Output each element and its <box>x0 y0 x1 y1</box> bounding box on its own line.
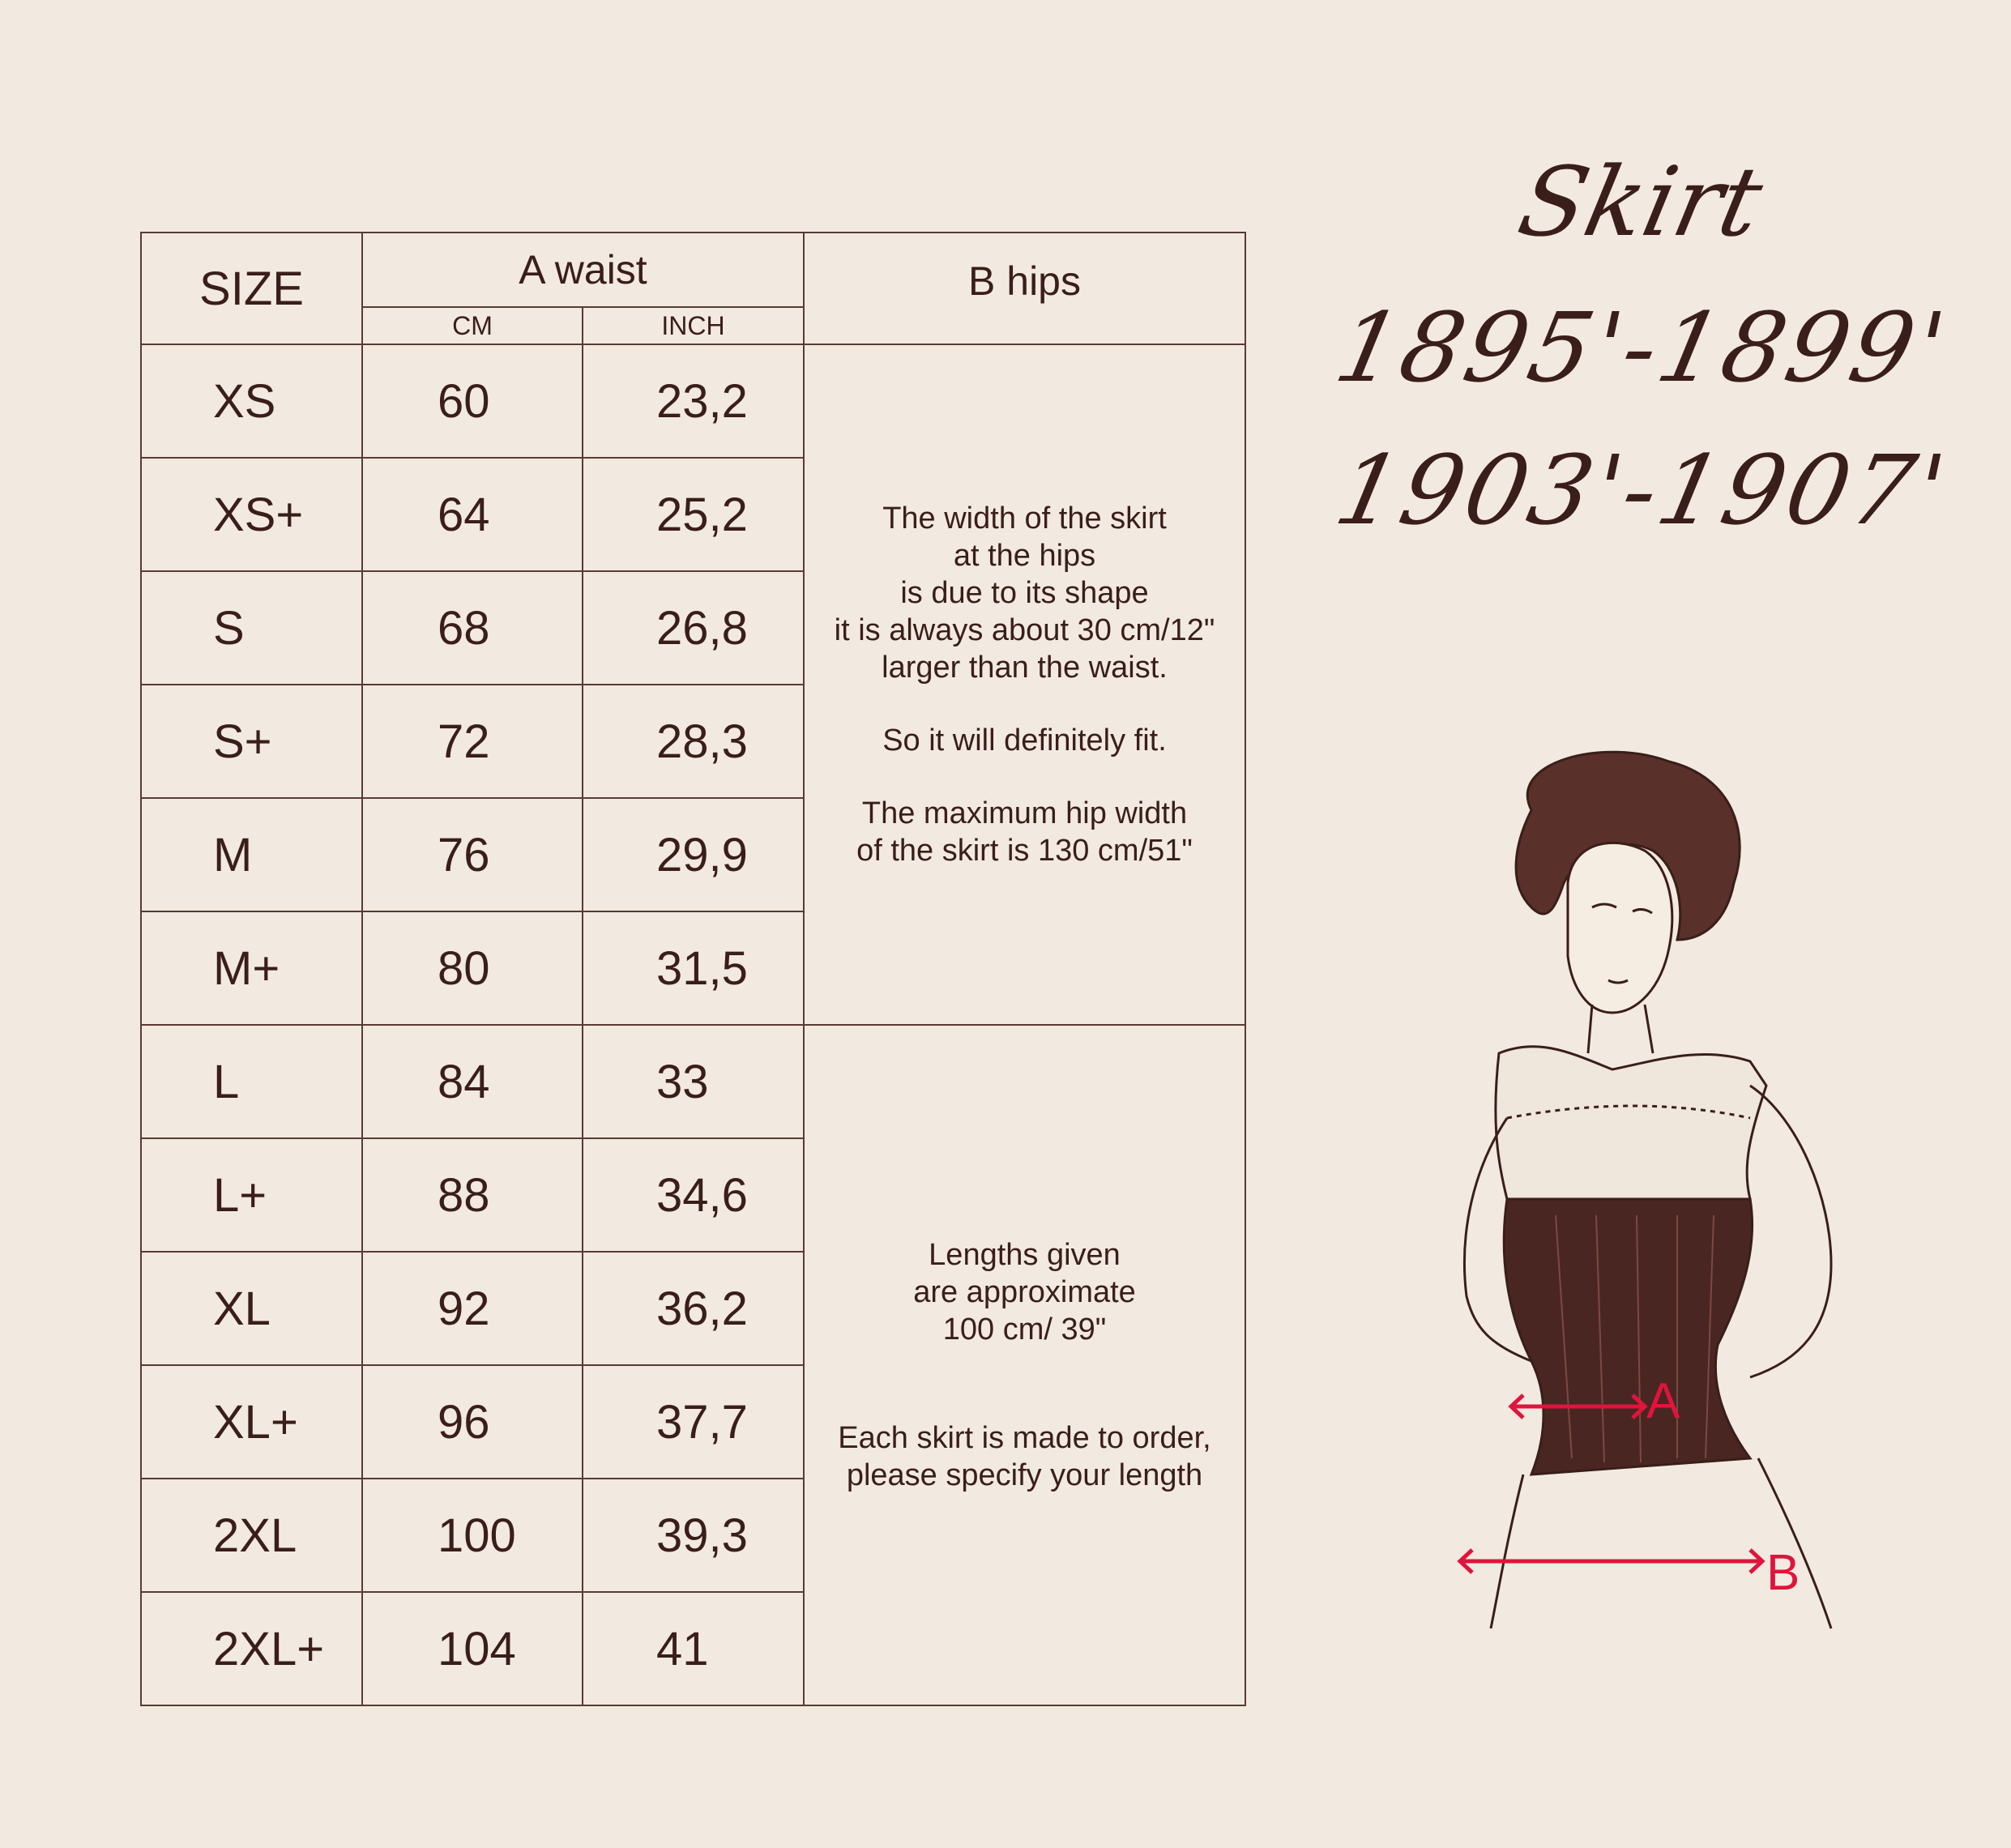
size-cell: L <box>141 1025 362 1138</box>
size-cell: 2XL+ <box>141 1592 362 1705</box>
hips-note-line: it is always about 30 cm/12" <box>834 613 1215 647</box>
waist-inch-cell: 33 <box>583 1025 804 1138</box>
length-note-line: Each skirt is made to order, <box>838 1421 1211 1455</box>
period-2: 1903'-1907' <box>1326 434 1958 546</box>
size-cell: M+ <box>141 911 362 1025</box>
hips-note <box>804 344 1245 1025</box>
hips-note-line: The maximum hip width <box>861 796 1188 830</box>
hips-header: B hips <box>804 233 1245 344</box>
size-cell: XL <box>141 1252 362 1365</box>
waist-cm-cell: 104 <box>362 1592 583 1705</box>
waist-cm-cell: 64 <box>362 458 583 571</box>
waist-inch-cell: 23,2 <box>583 344 804 458</box>
size-cell: S <box>141 571 362 685</box>
waist-inch-cell: 37,7 <box>583 1365 804 1479</box>
size-cell: S+ <box>141 685 362 798</box>
waist-cm-cell: 68 <box>362 571 583 685</box>
table-row <box>141 344 1245 458</box>
waist-cm-cell: 84 <box>362 1025 583 1138</box>
length-note-line: are approximate <box>913 1275 1136 1309</box>
waist-inch-cell: 31,5 <box>583 911 804 1025</box>
table-row <box>141 1025 1245 1138</box>
inch-header: INCH <box>583 307 804 344</box>
product-title: Skirt <box>1509 146 1772 258</box>
marker-b-label: B <box>1766 1545 1800 1601</box>
length-note-line: 100 cm/ 39" <box>942 1312 1107 1347</box>
size-cell: XS <box>141 344 362 458</box>
waist-cm-cell: 92 <box>362 1252 583 1365</box>
period-1: 1895'-1899' <box>1326 292 1958 403</box>
size-cell: L+ <box>141 1138 362 1252</box>
waist-inch-cell: 39,3 <box>583 1479 804 1592</box>
waist-cm-cell: 88 <box>362 1138 583 1252</box>
hips-note-line: of the skirt is 130 cm/51" <box>856 834 1193 868</box>
hips-note-line: larger than the waist. <box>882 651 1168 685</box>
marker-a-label: A <box>1646 1373 1680 1429</box>
hips-note-line: The width of the skirt <box>882 501 1167 536</box>
waist-inch-cell: 36,2 <box>583 1252 804 1365</box>
waist-cm-cell: 72 <box>362 685 583 798</box>
waist-header: A waist <box>362 233 804 307</box>
waist-inch-cell: 26,8 <box>583 571 804 685</box>
waist-inch-cell: 28,3 <box>583 685 804 798</box>
size-cell: 2XL <box>141 1479 362 1592</box>
waist-inch-cell: 34,6 <box>583 1138 804 1252</box>
hips-note-line: is due to its shape <box>900 576 1149 610</box>
figure-outline-icon <box>1464 752 1831 1628</box>
size-chart-table <box>140 232 1246 1706</box>
length-note <box>804 1025 1245 1705</box>
size-cell: M <box>141 798 362 911</box>
waist-inch-cell: 41 <box>583 1592 804 1705</box>
length-note-line: please specify your length <box>846 1458 1203 1492</box>
cm-header: CM <box>362 307 583 344</box>
corset-woman-illustration <box>1410 745 1961 1637</box>
size-header: SIZE <box>141 233 362 344</box>
hips-note-line: at the hips <box>953 539 1096 573</box>
waist-inch-cell: 29,9 <box>583 798 804 911</box>
waist-cm-cell: 96 <box>362 1365 583 1479</box>
hips-note-line: So it will definitely fit. <box>882 723 1167 758</box>
waist-inch-cell: 25,2 <box>583 458 804 571</box>
length-note-line: Lengths given <box>929 1238 1121 1272</box>
size-cell: XL+ <box>141 1365 362 1479</box>
waist-cm-cell: 60 <box>362 344 583 458</box>
size-cell: XS+ <box>141 458 362 571</box>
waist-cm-cell: 100 <box>362 1479 583 1592</box>
waist-cm-cell: 80 <box>362 911 583 1025</box>
waist-cm-cell: 76 <box>362 798 583 911</box>
